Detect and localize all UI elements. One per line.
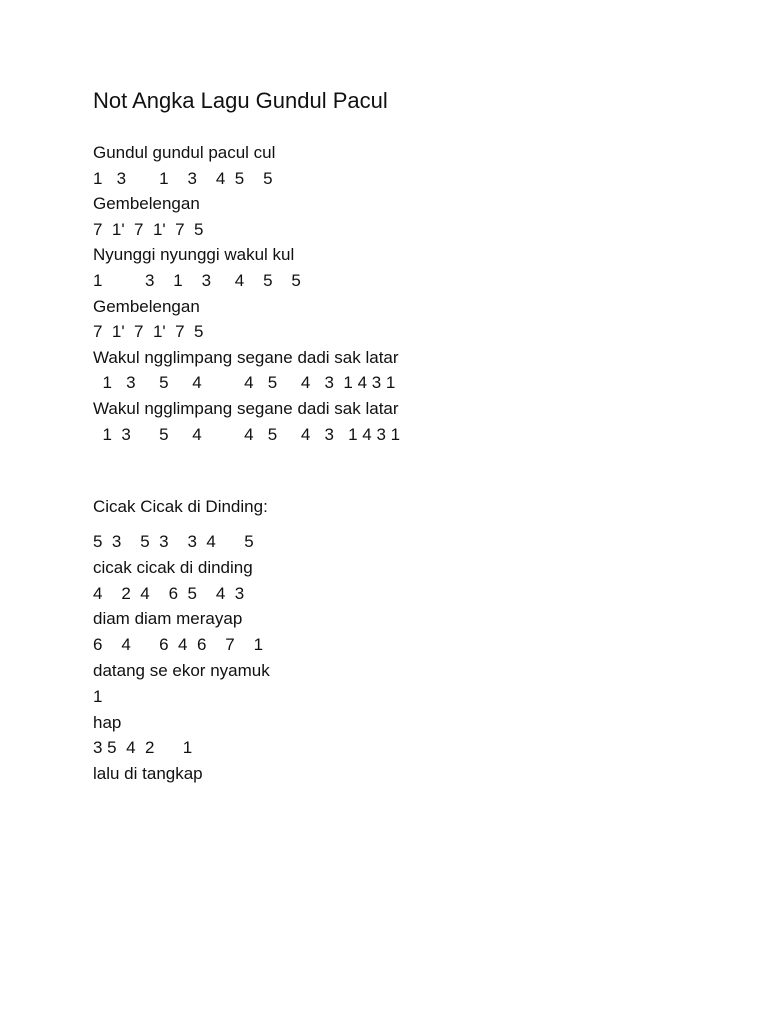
notation-line: 5 3 5 3 3 4 5 <box>93 532 254 551</box>
song-cicak-title: Cicak Cicak di Dinding: <box>93 497 268 516</box>
notation-line: 1 3 1 3 4 5 5 <box>93 168 273 188</box>
notation-line: 7 1' 7 1' 7 5 <box>93 322 204 342</box>
lyric-line: hap <box>93 712 122 732</box>
song-cicak-cicak <box>93 529 270 787</box>
lyric-line: datang se ekor nyamuk <box>93 660 270 680</box>
notation-line: 6 4 6 4 6 7 1 <box>93 635 264 655</box>
notation-line: 1 3 1 3 4 5 5 <box>93 270 301 290</box>
notation-line: 1 3 5 4 4 5 4 3 1 4 3 1 <box>93 373 396 393</box>
lyric-line: diam diam merayap <box>93 609 243 629</box>
notation-line: 4 2 4 6 5 4 3 <box>93 583 245 603</box>
lyric-line: Nyunggi nyunggi wakul kul <box>93 245 295 265</box>
notation-line: 3 5 4 2 1 <box>93 738 193 758</box>
lyric-line: Gembelengan <box>93 194 200 214</box>
lyric-line: cicak cicak di dinding <box>93 557 253 577</box>
lyric-line: Gembelengan <box>93 296 200 316</box>
notation-line: 1 3 5 4 4 5 4 3 1 4 3 1 <box>93 424 401 444</box>
lyric-line: Wakul ngglimpang segane dadi sak latar <box>93 347 399 367</box>
lyric-line: Gundul gundul pacul cul <box>93 143 276 162</box>
notation-line: 7 1' 7 1' 7 5 <box>93 219 204 239</box>
song-gundul-pacul <box>93 140 400 447</box>
lyric-line: Wakul ngglimpang segane dadi sak latar <box>93 398 399 418</box>
document-title: Not Angka Lagu Gundul Pacul <box>93 88 388 113</box>
notation-line: 1 <box>93 686 103 706</box>
lyric-line: lalu di tangkap <box>93 764 203 784</box>
